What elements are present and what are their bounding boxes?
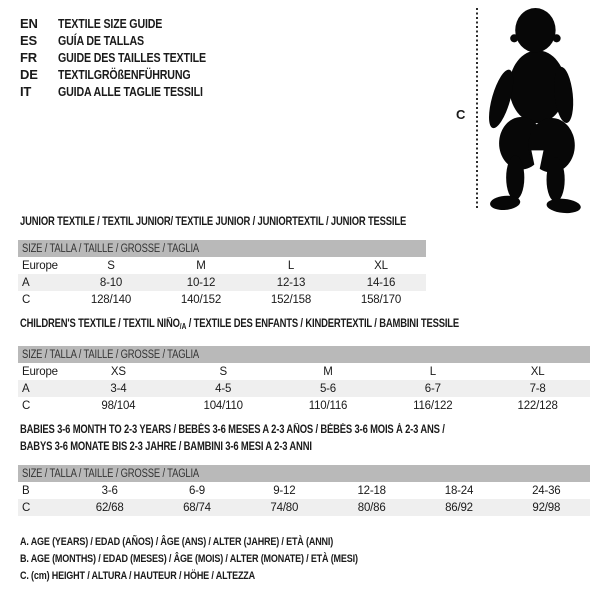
language-title-row: [20, 83, 238, 100]
language-code: ES: [20, 33, 37, 48]
row-label: C: [22, 399, 31, 412]
junior-size-table: [18, 240, 426, 308]
size-header-bar: [18, 240, 426, 257]
height-cell: 80/86: [357, 501, 386, 514]
children-size-table: [18, 346, 590, 414]
size-cell: XL: [374, 259, 388, 272]
height-cell: 92/98: [532, 501, 561, 514]
babies-size-table: [18, 465, 590, 516]
size-cell: L: [429, 365, 436, 378]
height-cell: 104/110: [203, 399, 243, 412]
language-code: DE: [20, 67, 38, 82]
children-title-pre: CHILDREN'S TEXTILE / TEXTIL NIÑO: [20, 318, 180, 330]
language-code: EN: [20, 16, 38, 31]
guide-title: GUIDE DES TAILLES TEXTILE: [58, 50, 206, 65]
size-header-bar: [18, 346, 590, 363]
age-cell: 18-24: [444, 484, 474, 497]
language-title-row: [20, 32, 238, 49]
row-label: B: [22, 484, 30, 497]
guide-title: GUIDA ALLE TAGLIE TESSILI: [58, 84, 203, 99]
language-code: FR: [20, 50, 37, 65]
table-row-age: [18, 380, 590, 397]
size-cell: L: [287, 259, 295, 272]
babies-title-line2: BABYS 3-6 MONATE BIS 2-3 JAHRE / BAMBINI 3-6 MESI A 2-3 ANNI: [20, 441, 312, 453]
size-header-label: SIZE / TALLA / TAILLE / GRÖSSE / TAGLIA: [22, 242, 200, 255]
language-title-row: [20, 15, 238, 32]
babies-table-title: [20, 422, 538, 456]
age-cell: 4-5: [215, 382, 232, 395]
size-cell: M: [323, 365, 333, 378]
height-cell: 74/80: [270, 501, 299, 514]
row-label: C: [22, 293, 31, 306]
children-table-title: [20, 318, 555, 331]
size-cell: XS: [110, 365, 126, 378]
age-cell: 14-16: [366, 276, 396, 289]
size-header-label: SIZE / TALLA / TAILLE / GRÖSSE / TAGLIA: [22, 348, 200, 361]
legend-note-b: [20, 553, 432, 570]
age-cell: 12-13: [276, 276, 306, 289]
size-cell: M: [196, 259, 206, 272]
age-cell: 6-9: [188, 484, 205, 497]
height-cell: 110/116: [308, 399, 348, 412]
size-cell: XL: [530, 365, 545, 378]
toddler-silhouette-icon: [487, 6, 600, 218]
guide-title: TEXTILE SIZE GUIDE: [58, 16, 163, 31]
height-cell: 116/122: [413, 399, 453, 412]
age-cell: 5-6: [319, 382, 336, 395]
age-cell: 7-8: [529, 382, 546, 395]
row-label: C: [22, 501, 31, 514]
height-cell: 158/170: [360, 293, 402, 306]
table-row-europe: [18, 257, 426, 274]
age-cell: 24-36: [532, 484, 561, 497]
height-cell: 152/158: [270, 293, 312, 306]
row-label: Europe: [22, 259, 58, 272]
height-cell: 86/92: [445, 501, 473, 514]
age-cell: 6-7: [424, 382, 441, 395]
size-header-bar: [18, 465, 590, 482]
table-row-europe: [18, 363, 590, 380]
legend-notes: [20, 536, 432, 587]
size-header-label: SIZE / TALLA / TAILLE / GRÖSSE / TAGLIA: [22, 467, 200, 480]
children-title-subscript: /A: [179, 322, 187, 331]
junior-table-title: [20, 216, 491, 228]
children-table-title-text: [20, 318, 459, 331]
height-cell: 98/104: [101, 399, 136, 412]
table-row-height: [18, 397, 590, 414]
legend-note-a-text: A. AGE (YEARS) / EDAD (AÑOS) / ÂGE (ANS) / ALTER (JAHRE) / ETÀ (ANNI): [20, 536, 334, 548]
height-cell: 128/140: [90, 293, 132, 306]
age-cell: 8-10: [99, 276, 123, 289]
row-label: A: [22, 276, 30, 289]
legend-note-b-text: B. AGE (MONTHS) / EDAD (MESES) / ÂGE (MOIS) / ALTER (MONATE) / ETÀ (MESI): [20, 553, 358, 565]
language-title-list: [20, 15, 238, 100]
language-code: IT: [20, 84, 32, 99]
height-cell: 122/128: [517, 399, 558, 412]
language-title-row: [20, 49, 238, 66]
table-row-age: [18, 274, 426, 291]
legend-note-c: [20, 570, 432, 587]
row-label: A: [22, 382, 30, 395]
age-cell: 3-4: [110, 382, 127, 395]
size-cell: S: [219, 365, 227, 378]
babies-title-line1: BABIES 3-6 MONTH TO 2-3 YEARS / BEBÉS 3-6 MESES A 2-3 AÑOS / BÉBÉS 3-6 MOIS À 2-3 ANS /: [20, 424, 445, 436]
size-cell: S: [107, 259, 115, 272]
children-title-post: / TEXTILE DES ENFANTS / KINDERTEXTIL / BAMBINI TESSILE: [186, 318, 460, 330]
age-cell: 10-12: [186, 276, 216, 289]
guide-title: TEXTILGRÖßENFÜHRUNG: [58, 67, 191, 82]
language-title-row: [20, 66, 238, 83]
height-cell: 62/68: [95, 501, 124, 514]
guide-title: GUÍA DE TALLAS: [58, 33, 144, 48]
table-row-height: [18, 291, 426, 308]
height-cell: 68/74: [183, 501, 211, 514]
row-label: Europe: [22, 365, 58, 378]
height-cell: 140/152: [180, 293, 222, 306]
age-cell: 3-6: [101, 484, 118, 497]
height-measure-label: C: [456, 107, 466, 122]
age-cell: 12-18: [357, 484, 386, 497]
junior-table-title-text: JUNIOR TEXTILE / TEXTIL JUNIOR/ TEXTILE JUNIOR / JUNIORTEXTIL / JUNIOR TESSILE: [20, 216, 407, 228]
table-row-height: [18, 499, 590, 516]
legend-note-c-text: C. (cm) HEIGHT / ALTURA / HAUTEUR / HÖHE / ALTEZZA: [20, 570, 256, 582]
table-row-age-months: [18, 482, 590, 499]
height-measure-line: [476, 8, 478, 210]
legend-note-a: [20, 536, 432, 553]
age-cell: 9-12: [273, 484, 296, 497]
